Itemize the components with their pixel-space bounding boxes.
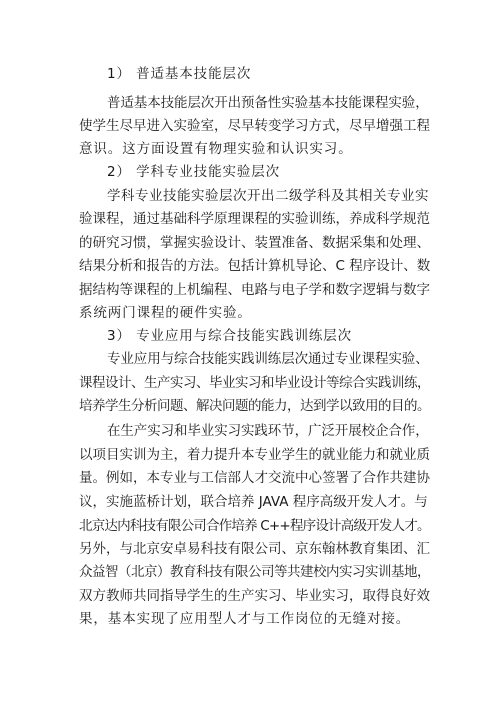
paragraph-line: 的研究习惯，掌握实验设计、装置准备、数据采集和处理、: [79, 235, 430, 251]
paragraph-line: 意识。这方面设置有物理实验和认识实习。: [79, 141, 353, 157]
paragraph-line: 普适基本技能层次开出预备性实验基本技能课程实验，: [107, 95, 429, 111]
paragraph-line: 双方教师共同指导学生的生产实习、毕业实习，取得良好效: [79, 588, 430, 604]
paragraph-line: 议，实施蓝桥计划，联合培养 JAVA 程序高级开发人才。与: [79, 494, 428, 510]
heading-3: 3） 专业应用与综合技能实践训练层次: [107, 328, 353, 344]
paragraph-line: 据结构等课程的上机编程、电路与电子学和数字逻辑与数字: [79, 282, 430, 298]
paragraph-line: 以项目实训为主，着力提升本专业学生的就业能力和就业质: [79, 447, 430, 463]
paragraph-line: 众益智（北京）教育科技有限公司等共建校内实习实训基地，: [79, 564, 430, 580]
paragraph-line: 系统两门课程的硬件实验。: [79, 305, 252, 321]
paragraph-line: 在生产实习和毕业实习实践环节，广泛开展校企合作，: [107, 423, 429, 439]
paragraph-line: 量。例如，本专业与工信部人才交流中心签署了合作共建协: [79, 470, 430, 486]
paragraph-line: 培养学生分析问题、解决问题的能力，达到学以致用的目的。: [79, 398, 430, 414]
paragraph-line: 北京达内科技有限公司合作培养 C++程序设计高级开发人才。: [79, 518, 430, 534]
paragraph-line: 验课程，通过基础科学原理课程的实验训练，养成科学规范: [79, 211, 430, 227]
heading-2: 2） 学科专业技能实验层次: [107, 164, 281, 180]
paragraph-line: 学科专业技能实验层次开出二级学科及其相关专业实: [107, 188, 429, 204]
paragraph-line: 结果分析和报告的方法。包括计算机导论、C 程序设计、数: [79, 258, 431, 274]
paragraph-line: 课程设计、生产实习、毕业实习和毕业设计等综合实践训练，: [79, 375, 430, 391]
heading-1: 1） 普适基本技能层次: [107, 66, 252, 82]
paragraph-line: 使学生尽早进入实验室，尽早转变学习方式，尽早增强工程: [79, 118, 430, 134]
paragraph-line: 另外，与北京安卓易科技有限公司、京东翰林教育集团、汇: [79, 541, 430, 557]
paragraph-line: 果，基本实现了应用型人才与工作岗位的无缝对接。: [79, 611, 411, 627]
paragraph-line: 专业应用与综合技能实践训练层次通过专业课程实验、: [107, 351, 429, 367]
